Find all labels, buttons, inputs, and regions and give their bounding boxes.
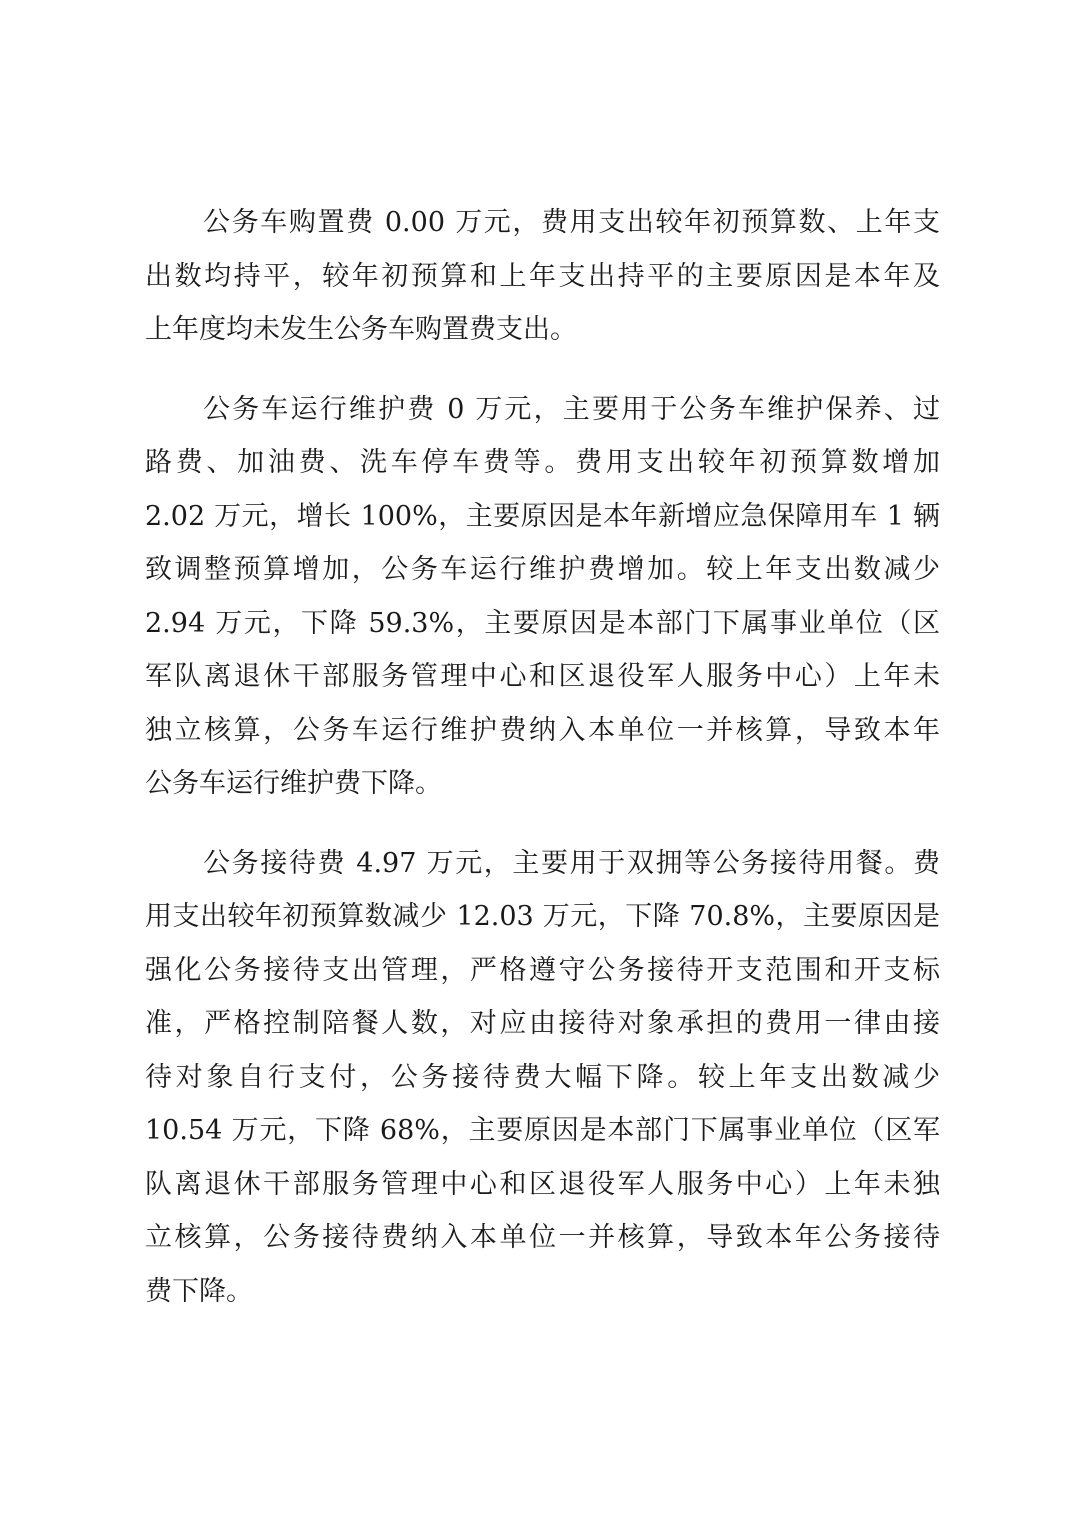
paragraph-spacer [145,811,940,837]
text-line: 立核算，公务接待费纳入本单位一并核算，导致本年公务接待 [145,1222,940,1253]
paragraph-official-reception [145,837,940,1319]
paragraph-spacer [145,357,940,383]
text-line: 公务接待费 4.97 万元，主要用于双拥等公务接待用餐。费 [203,847,940,879]
text-line: 独立核算，公务车运行维护费纳入本单位一并核算，导致本年 [145,714,940,746]
text-line: 准，严格控制陪餐人数，对应由接待对象承担的费用一律由接 [145,1008,940,1039]
text-line: 待对象自行支付，公务接待费大幅下降。较上年支出数减少 [145,1061,940,1093]
paragraph-vehicle-purchase [145,196,940,357]
text-line: 强化公务接待支出管理，严格遵守公务接待开支范围和开支标 [145,954,940,986]
text-line: 上年度均未发生公务车购置费支出。 [145,314,577,345]
text-line: 公务车购置费 0.00 万元，费用支出较年初预算数、上年支 [203,207,940,238]
text-line: 出数均持平，较年初预算和上年支出持平的主要原因是本年及 [145,260,940,292]
text-line: 2.94 万元，下降 59.3%，主要原因是本部门下属事业单位（区 [145,607,940,639]
text-line: 费下降。 [145,1275,253,1307]
paragraph-vehicle-maintenance [145,383,940,811]
text-line: 路费、加油费、洗车停车费等。费用支出较年初预算数增加 [145,447,940,478]
document-body [145,196,940,1318]
text-line: 致调整预算增加，公务车运行维护费增加。较上年支出数减少 [145,554,940,585]
text-line: 用支出较年初预算数减少 12.03 万元，下降 70.8%，主要原因是 [145,901,940,932]
text-line: 10.54 万元，下降 68%，主要原因是本部门下属事业单位（区军 [145,1115,940,1146]
text-line: 队离退休干部服务管理中心和区退役军人服务中心）上年未独 [145,1168,940,1200]
text-line: 公务车运行维护费 0 万元，主要用于公务车维护保养、过 [203,393,940,425]
text-line: 军队离退休干部服务管理中心和区退役军人服务中心）上年未 [145,661,940,692]
text-line: 公务车运行维护费下降。 [145,768,442,799]
text-line: 2.02 万元，增长 100%，主要原因是本年新增应急保障用车 1 辆 [145,500,940,532]
